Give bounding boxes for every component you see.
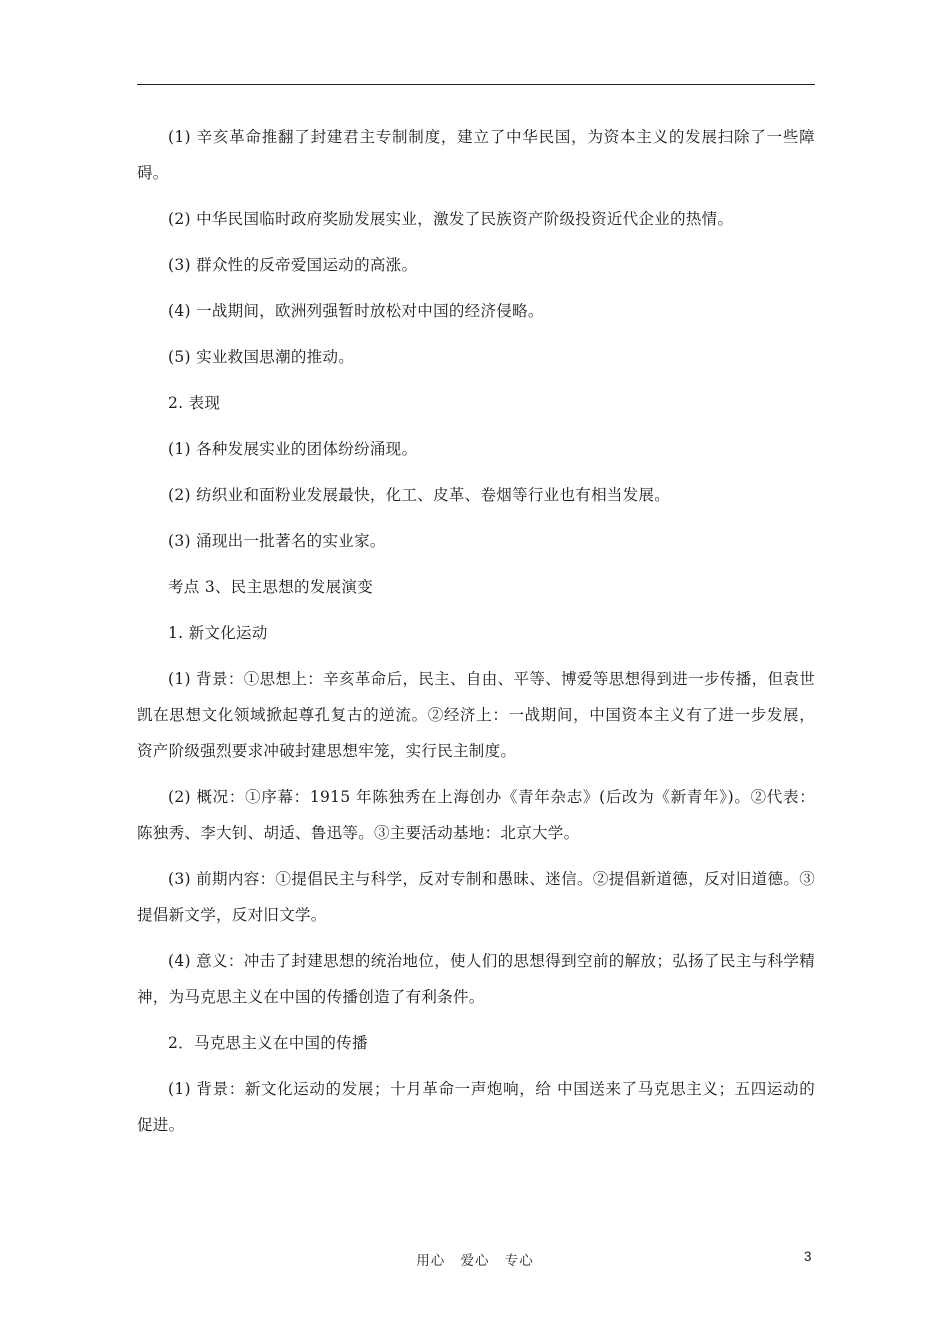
header-rule	[137, 84, 815, 85]
section-heading-marxism: 2．马克思主义在中国的传播	[168, 1034, 368, 1052]
paragraph-new-culture-overview: (2) 概况：①序幕：1915 年陈独秀在上海创办《青年杂志》(后改为《新青年》)。②代表：陈独秀、李大钊、胡适、鲁迅等。③主要活动基地：北京大学。	[137, 788, 815, 842]
footer-motto-part2: 爱心	[460, 1253, 490, 1269]
paragraph-manifestation-1: (1) 各种发展实业的团体纷纷涌现。	[168, 440, 418, 458]
paragraph-cause-5: (5) 实业救国思潮的推动。	[168, 348, 355, 366]
paragraph-cause-4: (4) 一战期间，欧洲列强暂时放松对中国的经济侵略。	[168, 302, 544, 320]
footer-motto-part3: 专心	[504, 1253, 534, 1269]
paragraph-manifestation-2: (2) 纺织业和面粉业发展最快，化工、皮革、卷烟等行业也有相当发展。	[168, 486, 671, 504]
paragraph-cause-1: (1) 辛亥革命推翻了封建君主专制制度，建立了中华民国，为资本主义的发展扫除了一些障碍。	[137, 128, 815, 182]
section-heading-kaodian-3: 考点 3、民主思想的发展演变	[168, 578, 373, 596]
paragraph-new-culture-background: (1) 背景：①思想上：辛亥革命后，民主、自由、平等、博爱等思想得到进一步传播，但袁世凯在思想文化领域掀起尊孔复古的逆流。②经济上：一战期间，中国资本主义有了进一步发展，资产阶级强烈要求冲破封建思想牢笼，实行民主制度。	[137, 670, 815, 760]
section-heading-manifestation: 2. 表现	[168, 394, 221, 412]
document-body	[137, 119, 815, 1153]
paragraph-new-culture-significance: (4) 意义：冲击了封建思想的统治地位，使人们的思想得到空前的解放；弘扬了民主与科学精神，为马克思主义在中国的传播创造了有利条件。	[137, 952, 815, 1006]
footer-motto-part1: 用心	[416, 1253, 446, 1269]
paragraph-marxism-background: (1) 背景：新文化运动的发展；十月革命一声炮响，给 中国送来了马克思主义；五四运动的促进。	[137, 1080, 815, 1134]
paragraph-new-culture-content: (3) 前期内容：①提倡民主与科学，反对专制和愚昧、迷信。②提倡新道德，反对旧道德。③提倡新文学，反对旧文学。	[137, 870, 815, 924]
paragraph-cause-2: (2) 中华民国临时政府奖励发展实业，激发了民族资产阶级投资近代企业的热情。	[168, 210, 734, 228]
paragraph-cause-3: (3) 群众性的反帝爱国运动的高涨。	[168, 256, 418, 274]
section-heading-new-culture: 1. 新文化运动	[168, 624, 268, 642]
paragraph-manifestation-3: (3) 涌现出一批著名的实业家。	[168, 532, 386, 550]
page-number: 3	[804, 1249, 812, 1264]
